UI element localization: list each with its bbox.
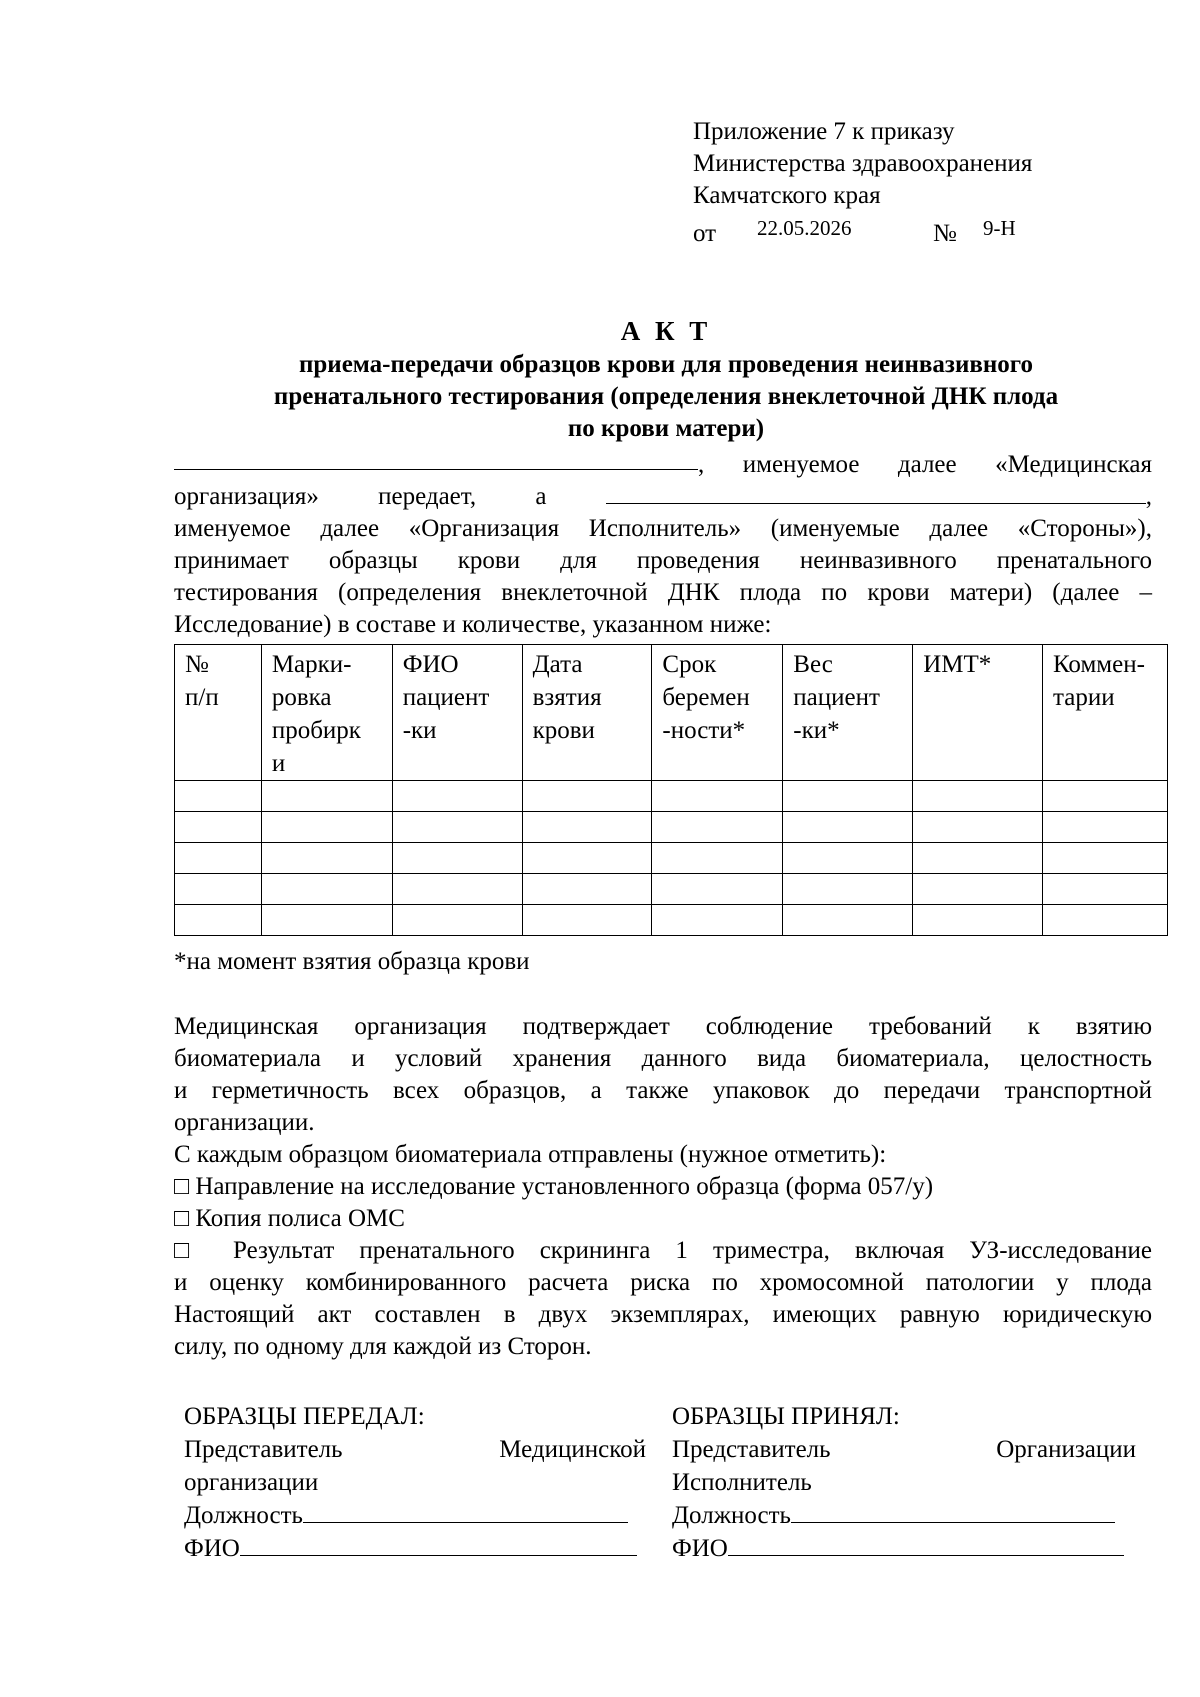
intro-line-2: [174, 481, 1152, 513]
header-patient-name: ФИО пациент -ки: [392, 645, 522, 781]
receiver-position-row: Должность: [672, 1499, 1136, 1532]
sender-name-row: ФИО: [184, 1532, 646, 1565]
receiver-position-field[interactable]: [791, 1500, 1115, 1523]
table-row: [175, 843, 1168, 874]
header-comments: Коммен- тарии: [1043, 645, 1168, 781]
header-number: № п/п: [175, 645, 262, 781]
confirmation-paragraph: [174, 1011, 1152, 1363]
body-line-1: Медицинская организация подтверждает соблюдение требований к взятию: [174, 1013, 1152, 1040]
body-line-2: биоматериала и условий хранения данного вида биоматериала, целостность: [174, 1045, 1152, 1072]
table-row: [175, 781, 1168, 812]
intro-word-org: организация»: [174, 483, 319, 510]
signature-block-receiver: [672, 1400, 1136, 1565]
header-sample-date: Дата взятия крови: [522, 645, 652, 781]
receiver-representative: Представитель Организации: [672, 1436, 1136, 1463]
samples-table: [174, 644, 1168, 936]
sender-representative: Представитель Медицинской: [184, 1436, 646, 1463]
receiver-heading: ОБРАЗЦЫ ПРИНЯЛ:: [672, 1403, 900, 1430]
document-subtitle-line-2: пренатального тестирования (определения внеклеточной ДНК плода: [273, 383, 1059, 410]
intro-comma: ,: [1145, 483, 1152, 510]
body-line-4: организации.: [174, 1109, 315, 1136]
order-number: 9-Н: [983, 216, 1016, 240]
sender-position-row: Должность: [184, 1499, 646, 1532]
body-line-3: и герметичность всех образцов, а также упаковок до передачи транспортной: [174, 1077, 1152, 1104]
checkbox-screening-result[interactable]: □ Результат пренатального скрининга 1 триместра, включая УЗ-исследование: [174, 1237, 1152, 1264]
intro-line-1: [174, 449, 1152, 481]
appendix-header: [693, 116, 1032, 246]
intro-paragraph: [174, 449, 1152, 641]
order-date: 22.05.2026: [757, 216, 852, 240]
medical-org-blank[interactable]: [174, 449, 698, 470]
receiver-name-row: ФИО: [672, 1532, 1136, 1565]
sender-heading: ОБРАЗЦЫ ПЕРЕДАЛ:: [184, 1403, 425, 1430]
checkbox-screening-result-cont: и оценку комбинированного расчета риска по хромосомной патологии у плода: [174, 1269, 1152, 1296]
document-subtitle-line-1: приема-передачи образцов крови для проведения неинвазивного: [298, 351, 1033, 378]
intro-word-transfers: передает,: [378, 483, 477, 510]
receiver-organization: Исполнитель: [672, 1469, 812, 1496]
intro-line-1-text: , именуемое далее «Медицинская: [698, 451, 1152, 478]
intro-word-and: а: [535, 483, 547, 510]
intro-line-3: именуемое далее «Организация Исполнитель» (именуемые далее «Стороны»),: [174, 515, 1152, 542]
receiver-name-field[interactable]: [728, 1533, 1124, 1556]
header-tube-label: Марки- ровка пробирк и: [261, 645, 392, 781]
sender-name-field[interactable]: [240, 1533, 637, 1556]
table-row: [175, 874, 1168, 905]
intro-line-4: принимает образцы крови для проведения неинвазивного пренатального: [174, 547, 1152, 574]
appendix-line-1: Приложение 7 к приказу: [693, 118, 955, 145]
checkbox-oms-policy[interactable]: □ Копия полиса ОМС: [174, 1205, 405, 1232]
executor-org-blank[interactable]: [606, 483, 1146, 504]
document-title: А К Т: [620, 316, 712, 346]
signature-block-sender: [184, 1400, 646, 1565]
table-footnote: *на момент взятия образца крови: [174, 948, 530, 975]
header-weight: Вес пациент -ки*: [783, 645, 913, 781]
checkbox-referral[interactable]: □ Направление на исследование установленного образца (форма 057/у): [174, 1173, 934, 1200]
date-label: от: [693, 220, 717, 247]
number-label: №: [933, 220, 957, 247]
intro-line-5: тестирования (определения внеклеточной ДНК плода по крови матери) (далее –: [174, 579, 1152, 606]
sender-position-field[interactable]: [303, 1500, 628, 1523]
table-row: [175, 812, 1168, 843]
header-bmi: ИМТ*: [913, 645, 1043, 781]
document-subtitle-line-3: по крови матери): [567, 415, 765, 442]
sender-organization: организации: [184, 1469, 319, 1496]
intro-line-6: Исследование) в составе и количестве, указанном ниже:: [174, 611, 772, 638]
table-row: [175, 905, 1168, 936]
attachments-intro: С каждым образцом биоматериала отправлены (нужное отметить):: [174, 1141, 887, 1168]
appendix-line-3: Камчатского края: [693, 182, 881, 209]
table-header-row: [175, 645, 1168, 781]
order-date-number: [693, 212, 1032, 246]
appendix-line-2: Министерства здравоохранения: [693, 150, 1033, 177]
closing-line-1: Настоящий акт составлен в двух экземплярах, имеющих равную юридическую: [174, 1301, 1152, 1328]
closing-line-2: силу, по одному для каждой из Сторон.: [174, 1333, 592, 1360]
header-gestation: Срок беремен -ности*: [652, 645, 783, 781]
